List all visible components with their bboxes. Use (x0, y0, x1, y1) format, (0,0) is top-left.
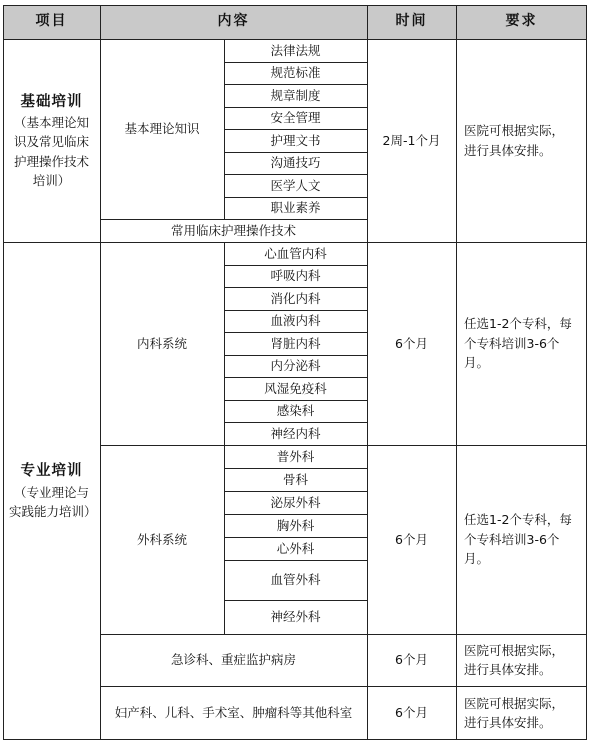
basic-requirement: 医院可根据实际，进行具体安排。 (464, 123, 565, 158)
sub-item: 规范标准 (270, 65, 321, 81)
sub-item: 职业素养 (270, 200, 321, 216)
divider-time (456, 5, 457, 740)
header-content: 内容 (100, 5, 367, 39)
sub-item-divider (224, 332, 367, 333)
border-left (3, 5, 4, 740)
sub-item-divider (224, 377, 367, 378)
sub-item-divider (224, 62, 367, 63)
sub-item: 感染科 (276, 403, 315, 419)
sub-item: 血液内科 (270, 313, 321, 329)
sub-item-divider (224, 265, 367, 266)
sub-item: 沟通技巧 (270, 155, 321, 171)
other-departments-time: 6个月 (395, 705, 428, 721)
sub-item-divider (224, 600, 367, 601)
surgery-time: 6个月 (395, 531, 428, 547)
sub-item: 胸外科 (276, 517, 315, 533)
sub-item-divider (224, 491, 367, 492)
sub-item: 心血管内科 (264, 245, 327, 261)
sub-item: 神经外科 (270, 609, 321, 625)
theory-label: 基本理论知识 (124, 121, 200, 137)
sub-item: 消化内科 (270, 290, 321, 306)
sub-item: 规章制度 (270, 87, 321, 103)
sub-item: 神经内科 (270, 426, 321, 442)
training-table (3, 5, 587, 740)
sub-item-divider (224, 537, 367, 538)
sub-item-divider (224, 107, 367, 108)
sub-item-divider (224, 129, 367, 130)
sub-item: 心外科 (276, 540, 315, 556)
sub-item-divider (224, 84, 367, 85)
border-right (586, 5, 587, 740)
sub-item-divider (224, 514, 367, 515)
sub-item: 肾脏内科 (270, 335, 321, 351)
emergency-time: 6个月 (395, 652, 428, 668)
sub-item: 医学人文 (270, 177, 321, 193)
sub-item-divider (224, 422, 367, 423)
sub-item-divider (224, 197, 367, 198)
header-requirement: 要求 (456, 5, 587, 39)
divider-emergency-bottom (100, 686, 587, 687)
specialty-training-subtitle: （专业理论与实践能力培训） (9, 484, 97, 520)
sub-item-divider (224, 310, 367, 311)
sub-item: 血管外科 (270, 572, 321, 588)
internal-medicine-time: 6个月 (395, 335, 428, 351)
sub-item: 护理文书 (270, 132, 321, 148)
sub-item: 法律法规 (270, 42, 321, 58)
divider-content (367, 5, 368, 740)
border-bottom (3, 739, 587, 740)
emergency-label: 急诊科、重症监护病房 (170, 652, 296, 668)
sub-item: 安全管理 (270, 110, 321, 126)
sub-item-divider (224, 287, 367, 288)
basic-training-cell (3, 39, 100, 242)
sub-item-divider (224, 560, 367, 561)
header-time: 时间 (367, 5, 456, 39)
surgery-requirement: 任选1-2个专科，每个专科培训3-6个月。 (464, 512, 572, 567)
internal-medicine-label: 内科系统 (136, 335, 187, 351)
sub-item-divider (224, 174, 367, 175)
specialty-training-title: 专业培训 (20, 463, 83, 480)
sub-item: 普外科 (276, 448, 315, 464)
border-top (3, 5, 587, 6)
sub-item-divider (224, 468, 367, 469)
sub-item-divider (224, 152, 367, 153)
basic-time: 2周-1个月 (382, 132, 441, 148)
sub-item-divider (224, 355, 367, 356)
sub-item: 泌尿外科 (270, 494, 321, 510)
other-departments-requirement: 医院可根据实际，进行具体安排。 (464, 695, 565, 730)
specialty-training-cell (3, 242, 100, 740)
emergency-requirement: 医院可根据实际，进行具体安排。 (464, 642, 565, 677)
internal-medicine-requirement: 任选1-2个专科，每个专科培训3-6个月。 (464, 316, 572, 371)
divider-surgery-bottom (100, 634, 587, 635)
header-item: 项目 (3, 5, 100, 39)
basic-training-title: 基础培训 (20, 93, 83, 110)
skill-label: 常用临床护理操作技术 (170, 222, 296, 238)
sub-item-divider (224, 400, 367, 401)
other-departments-label: 妇产科、儿科、手术室、肿瘤科等其他科室 (114, 705, 353, 721)
divider-item (100, 5, 101, 740)
sub-item: 内分泌科 (270, 358, 321, 374)
sub-item: 呼吸内科 (270, 268, 321, 284)
divider-skill-top (100, 219, 367, 220)
sub-item: 风湿免疫科 (264, 380, 327, 396)
basic-training-subtitle: （基本理论知识及常见临床护理操作技术培训） (13, 114, 89, 189)
sub-item: 骨科 (282, 471, 308, 487)
surgery-label: 外科系统 (136, 531, 187, 547)
